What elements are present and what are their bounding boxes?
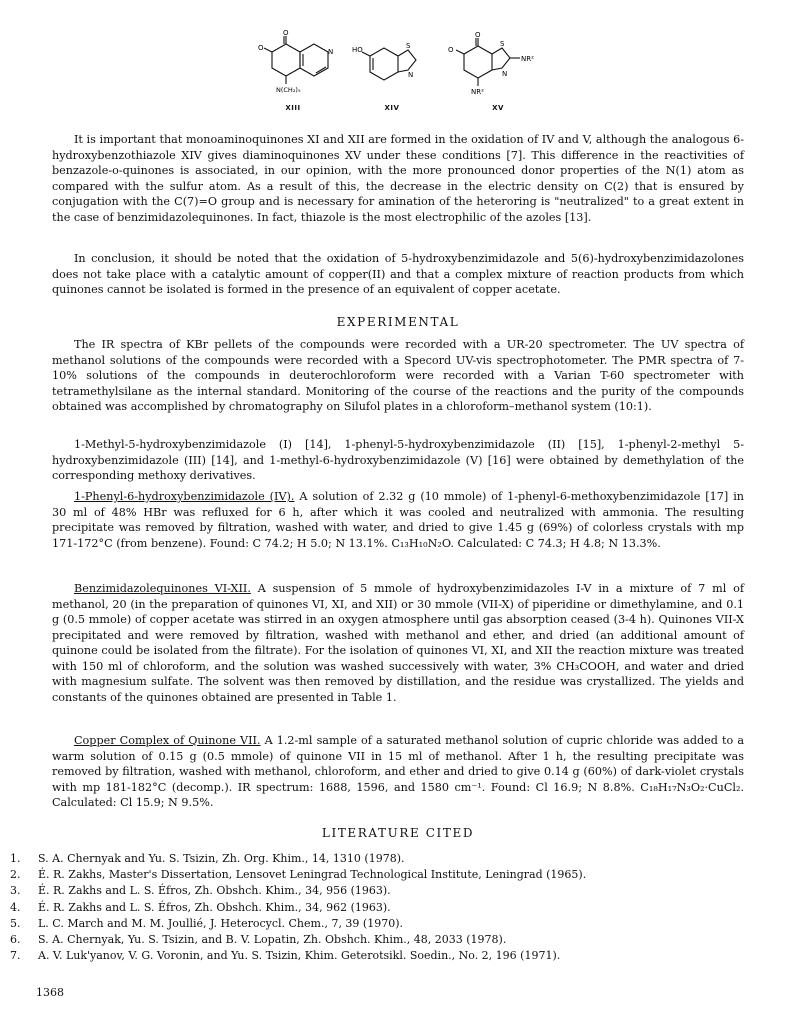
ref-text: É. R. Zakhs and L. S. Éfros, Zh. Obshch. Khim., 34, 956 (1963). (38, 884, 391, 898)
list-item (10, 867, 690, 883)
paragraph-copper-complex (52, 733, 744, 811)
atom-s: S (500, 40, 505, 48)
xv-substituent-bottom: NR² (471, 88, 484, 96)
subheading-compound-iv: 1-Phenyl-6-hydroxybenzimidazole (IV). (74, 490, 295, 503)
ref-number: 5. (10, 916, 21, 930)
heading-literature-cited: LITERATURE CITED (321, 826, 475, 840)
label-xiii: XIII (285, 104, 301, 112)
ref-number: 3. (10, 884, 21, 898)
atom-o: O (258, 44, 264, 52)
atom-o: O (475, 31, 481, 39)
atom-s: S (406, 42, 411, 50)
atom-o: O (448, 46, 454, 54)
xiii-substituent: N(CH₂)₅ (276, 86, 301, 94)
atom-n: N (408, 71, 414, 79)
list-item (10, 948, 690, 964)
ref-text: É. R. Zakhs and L. S. Éfros, Zh. Obshch. Khim., 34, 962 (1963). (38, 900, 391, 914)
paragraph-compound-iv (52, 489, 744, 551)
paragraph-quinones (52, 581, 744, 705)
page-number: 1368 (36, 986, 64, 999)
atom-n: N (502, 70, 508, 78)
reference-list (10, 851, 690, 964)
paragraph-starting-materials: 1-Methyl-5-hydroxybenzimidazole (I) [14], 1-phenyl-5-hydroxybenzimidazole (II) [15], 1-phenyl-2-methyl 5-hydroxybenzimidazole (III) [14], and 1-methyl-6-hydroxybenzimidazole (V) [16] were obtained by demethylation of the corresponding methoxy derivatives. (52, 438, 744, 482)
heading-experimental: EXPERIMENTAL (336, 315, 460, 329)
text-compound-iv: A solution of 2.32 g (10 mmole) of 1-phenyl-6-methoxybenzimidazole [17] in 30 ml of 48% HBr was refluxed for 6 h, after which it was cooled and neutralized with ammonia. The resulting precipitate was removed by filtration, washed with water, and dried to give 1.45 g (69%) of colorless crystals with mp 171-172°C (from benzene). Found: C 74.2; H 5.0; N 13.1%. C₁₃H₁₀N₂O. Calculated: C 74.3; H 4.8; N 13.3%. (52, 490, 744, 550)
list-item (10, 932, 690, 948)
ref-text: S. A. Chernyak and Yu. S. Tsizin, Zh. Org. Khim., 14, 1310 (1978). (38, 852, 405, 865)
atom-ho: HO (352, 46, 363, 54)
subheading-copper-complex: Copper Complex of Quinone VII. (74, 734, 261, 747)
structure-xv (446, 30, 550, 112)
structure-xiv-drawing (352, 30, 432, 110)
ref-number: 2. (10, 868, 21, 882)
paragraph-conclusion: In conclusion, it should be noted that the oxidation of 5-hydroxybenzimidazole and 5(6)-hydroxybenzimidazolones does not take place with a catalytic amount of copper(II) and that a complex mixture of reaction products from which quinones cannot be isolated is formed in the presence of an equivalent of copper acetate. (52, 252, 744, 296)
label-xiv: XIV (384, 104, 400, 112)
list-item (10, 916, 690, 932)
atom-n: N (328, 48, 334, 56)
list-item (10, 900, 690, 916)
list-item (10, 851, 690, 867)
paragraph-reactivity: It is important that monoaminoquinones XI and XII are formed in the oxidation of IV and V, although the analogous 6-hydroxybenzothiazole XIV gives diaminoquinones XV under these conditions [7]. This difference in the reactivities of benzazole-o-quinones is associated, in our opinion, with the more pronounced donor properties of the N(1) atom as compared with the sulfur atom. As a result of this, the decrease in the electric density on C(2) that is ensured by conjugation with the C(7)=O group and is necessary for amination of the heteroring is "neutralized" to a great extent in the case of benzimidazolequinones. In fact, thiazole is the most electrophilic of the azoles [13]. (52, 133, 744, 224)
text-copper-complex: A 1.2-ml sample of a saturated methanol solution of cupric chloride was added to a warm solution of 0.15 g (0.5 mmole) of quinone VII in 15 ml of methanol. After 1 h, the resulting precipitate was removed by filtration, washed with methanol, chloroform, and ether and dried to give 0.14 g (60%) of dark-violet crystals with mp 181-182°C (decomp.). IR spectrum: 1688, 1596, and 1580 cm⁻¹. Found: Cl 16.9; N 8.8%. C₁₈H₁₇N₃O₂·CuCl₂. Calculated: Cl 15.9; N 9.5%. (52, 734, 744, 809)
ref-text: S. A. Chernyak, Yu. S. Tsizin, and B. V. Lopatin, Zh. Obshch. Khim., 48, 2033 (1978). (38, 933, 507, 947)
ref-number: 4. (10, 900, 21, 914)
ref-number: 1. (10, 852, 21, 865)
structure-xiii-drawing (250, 30, 336, 110)
xv-substituent-right: NR² (521, 55, 534, 63)
structure-xiv (352, 30, 432, 112)
list-item (10, 883, 690, 899)
structure-xiii (250, 30, 336, 112)
chemical-structures (250, 30, 550, 126)
ref-number: 7. (10, 949, 21, 963)
ref-number: 6. (10, 933, 21, 947)
ref-text: É. R. Zakhs, Master's Dissertation, Lensovet Leningrad Technological Institute, Leningrad (1965). (38, 868, 587, 882)
paragraph-spectra: The IR spectra of KBr pellets of the compounds were recorded with a UR-20 spectrometer. The UV spectra of methanol solutions of the compounds were recorded with a Specord UV-vis spectrophotometer. The PMR spectra of 7-10% solutions of the compounds in deuterochloroform were recorded with a Varian T-60 spectrometer with tetramethylsilane as the internal standard. Monitoring of the course of the reactions and the purity of the compounds obtained was accomplished by chromatography on Silufol plates in a chloroform–methanol system (10:1). (52, 338, 744, 413)
ref-text: A. V. Luk'yanov, V. G. Voronin, and Yu. S. Tsizin, Khim. Geterotsikl. Soedin., No. 2, 196 (1971). (38, 949, 561, 963)
subheading-quinones: Benzimidazolequinones VI-XII. (74, 582, 251, 595)
ref-text: L. C. March and M. M. Joullié, J. Heterocycl. Chem., 7, 39 (1970). (38, 916, 404, 930)
atom-o: O (283, 30, 289, 37)
structure-xv-drawing (446, 30, 550, 110)
label-xv: XV (492, 104, 504, 112)
text-quinones: A suspension of 5 mmole of hydroxybenzimidazoles I-V in a mixture of 7 ml of methanol, 20 (in the preparation of quinones VI, XI, and XII) or 30 mmole (VII-X) of piperidine or dimethylamine, and 0.1 g (0.5 mmole) of copper acetate was stirred in an oxygen atmosphere until gas absorption ceased (3-4 h). Quinones VII-X precipitated and were removed by filtration, washed with methanol and ether, and dried (an additional amount of quinone could be isolated from the filtrate). For the isolation of quinones VI, XI, and XII the reaction mixture was treated with 150 ml of chloroform, and the solution was washed successively with water, 3% CH₃COOH, and water and dried with magnesium sulfate. The solvent was then removed by distillation, and the residue was crystallized. The yields and constants of the quinones obtained are presented in Table 1. (52, 582, 744, 704)
